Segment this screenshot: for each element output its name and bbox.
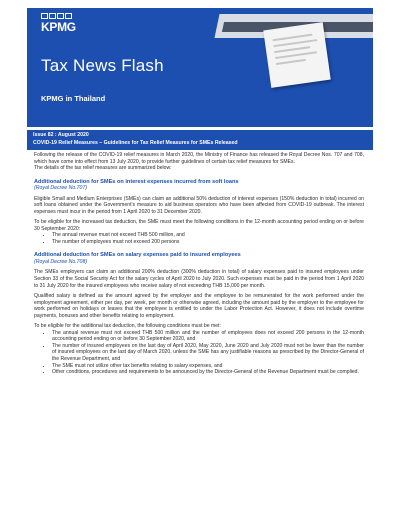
newsletter-paper-illustration [263,22,330,88]
section2-definition: Qualified salary is defined as the amount agreed by the employer and the employee to be remunerated for the work performed under the employment agreement, either per day, per week, per month or otherwise agreed, including the amount paid by the employer to the employee for work performed on holidays or leaves that the employee is entitled to under the Labor Protection Act. However, it does not include overtime payments, bonuses and other benefits relating to employment. [34,293,364,319]
kpmg-logo-icon: KPMG [41,20,76,34]
list-item: • Other conditions, procedures and requirements to be announced by the Director-General of the Revenue Department must be complied. [52,369,364,376]
intro-paragraph: Following the release of the COVID-19 relief measures in March 2020, the Ministry of Finance has released the Royal Decree Nos. 707 and 708, which have come into effect from 13 July 2020, to provide further guidelines of certain tax relief measures for SMEs. [34,152,364,165]
section1-heading: Additional deduction for SMEs on interest expenses incurred from soft loans [34,178,239,185]
section2-decree: (Royal Decree No.708) [34,259,88,266]
newsletter-subtitle: KPMG in Thailand [41,94,106,103]
header-banner [27,8,373,127]
issue-number: Issue 82 : August 2020 [33,132,89,138]
intro-summary: The details of the tax relief measures are summarized below: [34,165,172,172]
list-item: • The number of employees must not exceed 200 persons [52,239,364,246]
list-item: • The number of insured employees on the last day of April 2020, May 2020, June 2020 and July 2020 must not be lower than the number of insured employees on the last day of March 2020, unless the SME has any justifiable reasons as prescribed by the Director-General of the Revenue Department, and [52,343,364,363]
section1-decree: (Royal Decree No.707) [34,185,88,192]
list-item: • The annual revenue must not exceed THB 500 million and the number of employees does not exceed 200 persons in the 12-month accounting period ending on or before 30 September 2020, and [52,330,364,343]
section2-conditions-list [34,330,364,376]
section1-conditions-list [34,232,364,245]
article-body [34,152,364,376]
issue-headline: COVID-19 Relief Measures – Guidelines for Tax Relief Measures for SMEs Released [33,140,238,146]
list-item: • The SME must not utilize other tax benefits relating to salary expenses, and [52,363,364,370]
section2-conditions-intro: To be eligible for the additional tax deduction, the following conditions must be met: [34,323,221,330]
newsletter-title: Tax News Flash [41,56,164,75]
section1-conditions-intro: To be eligible for the increased tax deduction, the SME must meet the following conditions in the 12-month accounting period ending on or before 30 September 2020: [34,219,364,232]
section2-heading: Additional deduction for SMEs on salary expenses paid to insured employees [34,252,241,259]
issue-bar [27,130,373,150]
section2-paragraph: The SMEs employers can claim an additional 200% deduction (300% deduction in total) of salary expenses paid to insured employees under Section 33 of the Social Security Act for the salary cycles of April 2020 to July 2020. Such expenses must be paid in the period from 1 April 2020 to 31 July 2020 for the insured employees who receive salary of not exceeding THB 15,000 per month. [34,269,364,289]
list-item: • The annual revenue must not exceed THB 500 million, and [52,232,364,239]
section1-paragraph: Eligible Small and Medium Enterprises (SMEs) can claim an additional 50% deduction of interest expenses (150% deduction in total) incurred on soft loans obtained under the Government's measure to aid business operators who have been affected from COVID-19 outbreak. The interest expenses must incur in the period from 1 April 2020 to 31 December 2020. [34,195,364,215]
